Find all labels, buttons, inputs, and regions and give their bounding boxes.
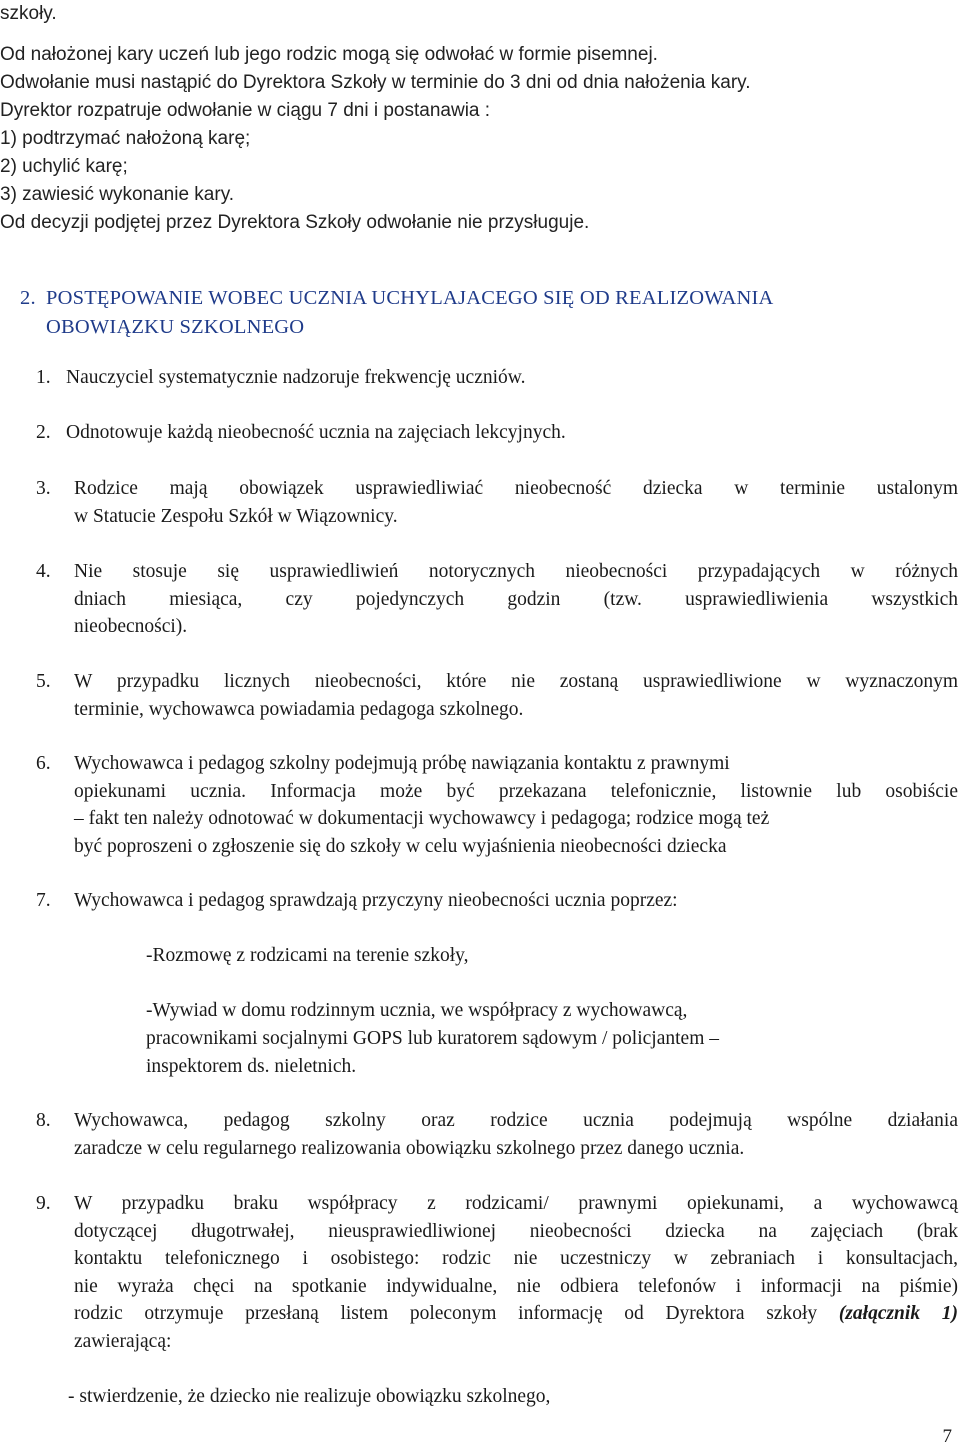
- item-text: Wychowawca, pedagog szkolny oraz rodzice ucznia podejmują wspólne działania: [74, 1110, 958, 1131]
- bullet-item: - stwierdzenie, że dziecko nie realizuje obowiązku szkolnego,: [68, 1386, 551, 1407]
- intro-line: Od decyzji podjętej przez Dyrektora Szkoły odwołanie nie przysługuje.: [0, 212, 590, 233]
- item-text: opiekunami ucznia. Informacja może być przekazana telefonicznie, listownie lub osobiście: [74, 780, 958, 802]
- item-text: [74, 1300, 958, 1328]
- intro-line: 1) podtrzymać nałożoną karę;: [0, 128, 251, 149]
- intro-line: 3) zawiesić wykonanie kary.: [0, 184, 235, 205]
- sub-item: pracownikami socjalnymi GOPS lub kuratorem sądowym / policjantem –: [146, 1028, 719, 1049]
- item-text: terminie, wychowawca powiadamia pedagoga szkolnego.: [74, 698, 524, 720]
- item-text-part: rodzic otrzymuje przesłaną listem poleconym informację od Dyrektora szkoły: [74, 1303, 839, 1324]
- attachment-reference: (załącznik 1): [838, 1303, 958, 1324]
- section-title-line: POSTĘPOWANIE WOBEC UCZNIA UCHYLAJACEGO SIĘ OD REALIZOWANIA: [46, 287, 774, 309]
- item-text: W przypadku braku współpracy z rodzicami/ prawnymi opiekunami, a wychowawcą: [74, 1193, 958, 1214]
- section-heading: [20, 284, 946, 342]
- item-number: 4.: [36, 561, 51, 582]
- sub-item: -Rozmowę z rodzicami na terenie szkoły,: [146, 945, 469, 966]
- list-item: [36, 419, 950, 447]
- list-item: [36, 668, 958, 723]
- item-text: nieobecności).: [74, 616, 188, 637]
- list-item: [36, 364, 950, 392]
- item-number: 5.: [36, 671, 51, 692]
- list-item: [36, 1190, 958, 1355]
- section-title-line: OBOWIĄZKU SZKOLNEGO: [46, 316, 305, 338]
- item-text: być poproszeni o zgłoszenie się do szkoły w celu wyjaśnienia nieobecności dziecka: [74, 835, 727, 857]
- item-text: w Statucie Zespołu Szkół w Wiązownicy.: [74, 505, 398, 527]
- item-number: 1.: [36, 367, 51, 388]
- item-number: 7.: [36, 890, 51, 911]
- item-text: kontaktu telefonicznego i osobistego: rodzic nie uczestniczy w zebraniach i konsultacjach,: [74, 1248, 958, 1269]
- item-number: 2.: [36, 422, 51, 443]
- section-number: 2.: [20, 287, 36, 309]
- item-text: – fakt ten należy odnotować w dokumentacji wychowawcy i pedagoga; rodzice mogą też: [74, 808, 770, 829]
- item-text: Wychowawca i pedagog szkolny podejmują próbę nawiązania kontaktu z prawnymi: [74, 753, 730, 774]
- item-text: W przypadku licznych nieobecności, które nie zostaną usprawiedliwione w wyznaczonym: [74, 671, 958, 692]
- intro-line: szkoły.: [0, 3, 57, 24]
- item-number: 3.: [36, 478, 51, 499]
- item-text: Nie stosuje się usprawiedliwień notorycznych nieobecności przypadających w różnych: [74, 561, 958, 582]
- item-text: Odnotowuje każdą nieobecność ucznia na zajęciach lekcyjnych.: [66, 422, 566, 443]
- item-text: zawierającą:: [74, 1330, 172, 1352]
- list-item: [36, 475, 958, 530]
- list-item: [36, 750, 958, 860]
- item-text: nie wyraża chęci na spotkanie indywidualne, nie odbiera telefonów i informacji na piśmie): [74, 1275, 958, 1297]
- sub-item: inspektorem ds. nieletnich.: [146, 1056, 357, 1077]
- item-text: dotyczącej długotrwałej, nieusprawiedliwionej nieobecności dziecka na zajęciach (brak: [74, 1220, 958, 1242]
- list-item: [36, 1107, 958, 1162]
- item-text: Rodzice mają obowiązek usprawiedliwiać nieobecność dziecka w terminie ustalonym: [74, 478, 958, 499]
- item-text: zaradcze w celu regularnego realizowania obowiązku szkolnego przez danego ucznia.: [74, 1137, 745, 1159]
- page-number: 7: [942, 1426, 952, 1447]
- intro-line: Od nałożonej kary uczeń lub jego rodzic mogą się odwołać w formie pisemnej.: [0, 44, 658, 65]
- list-item: [36, 558, 958, 641]
- item-number: 6.: [36, 753, 51, 774]
- sub-item: -Wywiad w domu rodzinnym ucznia, we współpracy z wychowawcą,: [146, 1000, 688, 1021]
- item-text: Wychowawca i pedagog sprawdzają przyczyny nieobecności ucznia poprzez:: [74, 890, 678, 911]
- item-text: dniach miesiąca, czy pojedynczych godzin (tzw. usprawiedliwienia wszystkich: [74, 588, 958, 610]
- intro-line: Dyrektor rozpatruje odwołanie w ciągu 7 dni i postanawia :: [0, 100, 491, 121]
- list-item: [36, 887, 958, 915]
- intro-line: 2) uchylić karę;: [0, 156, 128, 177]
- intro-line: Odwołanie musi nastąpić do Dyrektora Szkoły w terminie do 3 dni od dnia nałożenia kary.: [0, 72, 751, 93]
- item-number: 9.: [36, 1193, 51, 1214]
- item-number: 8.: [36, 1110, 51, 1131]
- item-text: Nauczyciel systematycznie nadzoruje frekwencję uczniów.: [66, 367, 526, 388]
